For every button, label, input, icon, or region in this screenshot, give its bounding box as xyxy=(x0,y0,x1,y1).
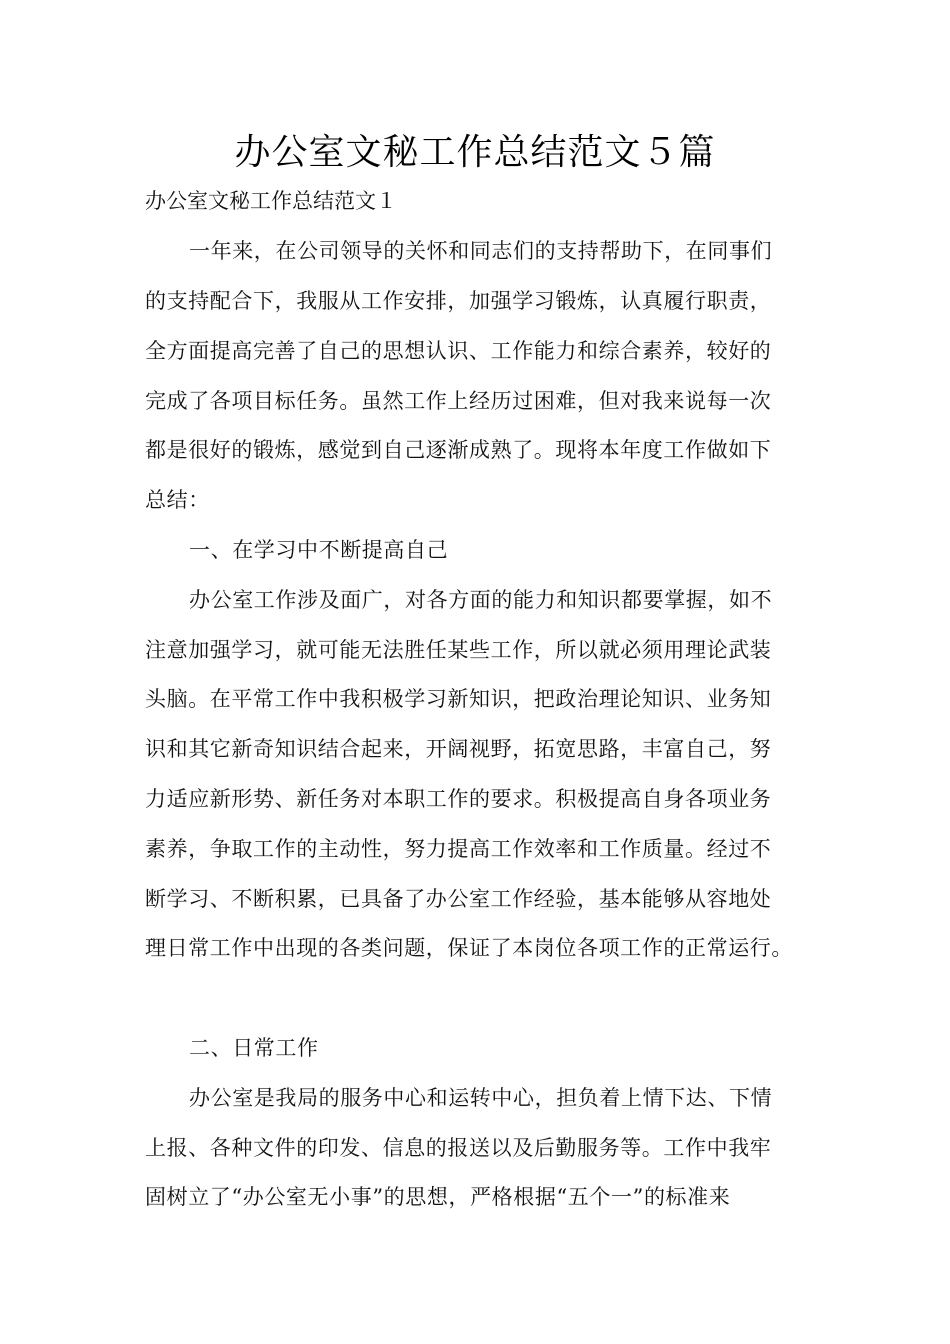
paragraph-line: 素养，争取工作的主动性，努力提高工作效率和工作质量。经过不 xyxy=(145,837,772,861)
paragraph-line: 固树立了“办公室无小事”的思想，严格根据“五个一”的标准来 xyxy=(145,1185,731,1209)
paragraph-line: 注意加强学习，就可能无法胜任某些工作，所以就必须用理论武装 xyxy=(145,638,772,662)
paragraph-line: 一年来，在公司领导的关怀和同志们的支持帮助下，在同事们 xyxy=(189,239,773,263)
paragraph-line: 上报、各种文件的印发、信息的报送以及后勤服务等。工作中我牢 xyxy=(145,1136,772,1160)
section-heading: 一、在学习中不断提高自己 xyxy=(189,538,449,562)
paragraph-line: 头脑。在平常工作中我积极学习新知识，把政治理论知识、业务知 xyxy=(145,687,772,711)
paragraph-line: 识和其它新奇知识结合起来，开阔视野，拓宽思路，丰富自己，努 xyxy=(145,737,772,761)
paragraph-line: 完成了各项目标任务。虽然工作上经历过困难，但对我来说每一次 xyxy=(145,389,772,413)
paragraph-line: 办公室工作涉及面广，对各方面的能力和知识都要掌握，如不 xyxy=(189,588,773,612)
paragraph-line: 总结： xyxy=(145,488,210,512)
paragraph-line: 的支持配合下，我服从工作安排，加强学习锻炼，认真履行职责， xyxy=(145,289,772,313)
section-heading: 二、日常工作 xyxy=(189,1036,319,1060)
paragraph-line: 都是很好的锻炼，感觉到自己逐渐成熟了。现将本年度工作做如下 xyxy=(145,438,772,462)
paragraph-line: 全方面提高完善了自己的思想认识、工作能力和综合素养，较好的 xyxy=(145,339,772,363)
paragraph-line: 断学习、不断积累，已具备了办公室工作经验，基本能够从容地处 xyxy=(145,887,772,911)
paragraph-line: 办公室是我局的服务中心和运转中心，担负着上情下达、下情 xyxy=(189,1086,773,1110)
document-subtitle: 办公室文秘工作总结范文１ xyxy=(145,189,397,213)
paragraph-line: 力适应新形势、新任务对本职工作的要求。积极提高自身各项业务 xyxy=(145,787,772,811)
document-title: 办公室文秘工作总结范文５篇 xyxy=(234,132,716,173)
paragraph-line: 理日常工作中出现的各类问题，保证了本岗位各项工作的正常运行。 xyxy=(145,936,793,960)
